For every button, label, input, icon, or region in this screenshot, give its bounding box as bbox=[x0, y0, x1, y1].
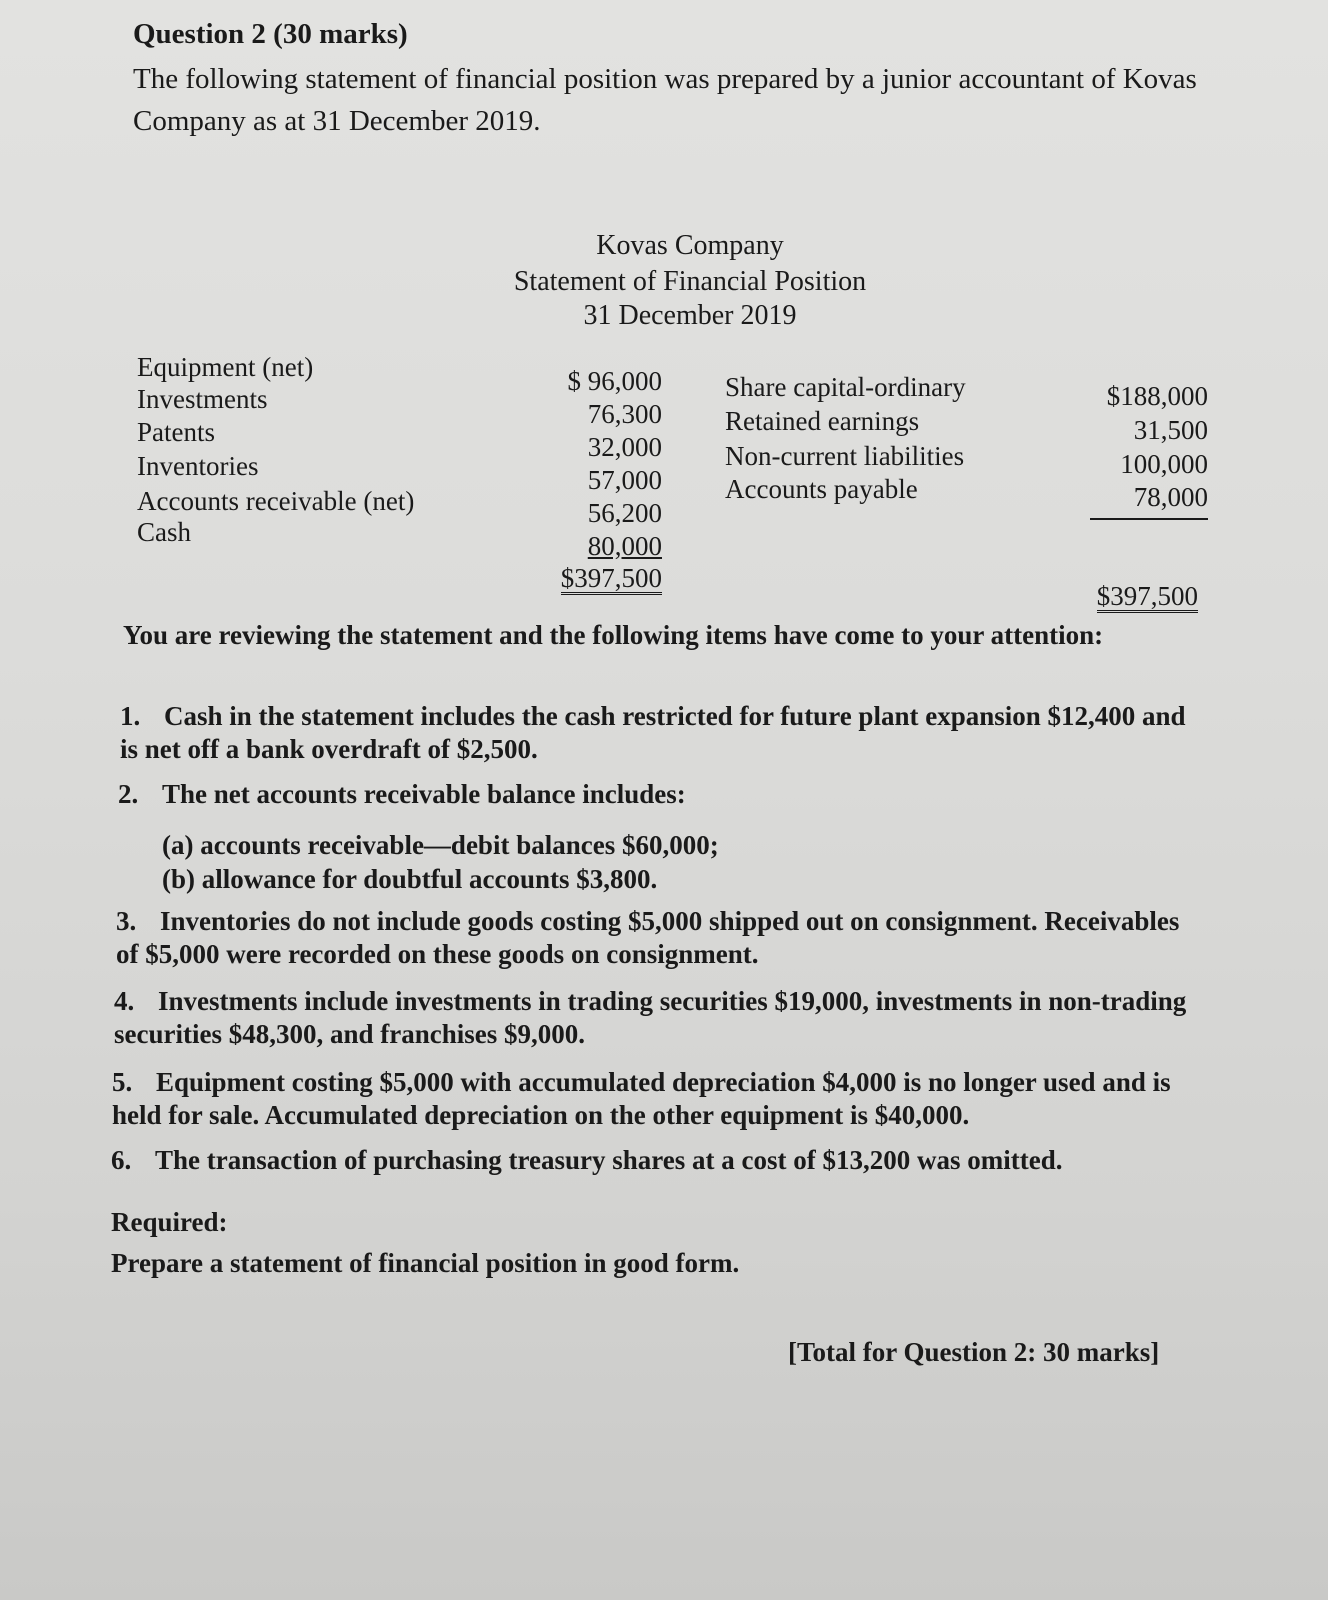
asset-label: Investments bbox=[137, 384, 268, 414]
item-number: 6. bbox=[111, 1145, 132, 1175]
item-text: Inventories do not include goods costing $5,000 shipped out on consignment. Receivables of $5,000 were recorded on these goods on consignment. bbox=[116, 906, 1180, 969]
liabilities-total: $397,500 bbox=[1096, 581, 1198, 611]
asset-amount: 56,200 bbox=[587, 498, 662, 528]
item-text: Equipment costing $5,000 with accumulated depreciation $4,000 is no longer used and is held for sale. Accumulated depreciation on the other equipment is $40,000. bbox=[112, 1067, 1171, 1130]
item-text: The transaction of purchasing treasury shares at a cost of $13,200 was omitted. bbox=[155, 1145, 1063, 1175]
liability-label: Non-current liabilities bbox=[725, 441, 965, 471]
statement-company: Kovas Company bbox=[596, 230, 784, 261]
assets-total: $397,500 bbox=[560, 563, 662, 593]
liability-amount: 31,500 bbox=[1133, 415, 1208, 445]
asset-label: Accounts receivable (net) bbox=[137, 486, 415, 516]
list-item bbox=[112, 1066, 1202, 1132]
liability-label: Share capital-ordinary bbox=[725, 372, 966, 402]
liabilities-total-wrap bbox=[1068, 581, 1198, 613]
required-text: Prepare a statement of financial position in good form. bbox=[111, 1248, 740, 1278]
item-number: 3. bbox=[116, 906, 137, 936]
asset-label: Patents bbox=[137, 417, 215, 447]
asset-label: Inventories bbox=[137, 451, 259, 481]
liability-label: Accounts payable bbox=[725, 474, 918, 504]
list-item bbox=[118, 778, 1208, 811]
asset-amount: 32,000 bbox=[587, 432, 662, 462]
item-text: The net accounts receivable balance includes: bbox=[162, 779, 686, 809]
total-marks: [Total for Question 2: 30 marks] bbox=[788, 1337, 1160, 1367]
asset-label: Cash bbox=[137, 517, 191, 547]
list-item bbox=[114, 985, 1204, 1051]
list-item bbox=[116, 905, 1206, 971]
item-number: 4. bbox=[114, 986, 135, 1016]
review-intro: You are reviewing the statement and the following items have come to your attention: bbox=[123, 620, 1104, 650]
item-text: Investments include investments in trading securities $19,000, investments in non-trading securities $48,300, and franchises $9,000. bbox=[114, 986, 1187, 1049]
list-item bbox=[111, 1144, 1201, 1177]
statement-date: 31 December 2019 bbox=[583, 300, 797, 331]
item-number: 5. bbox=[112, 1067, 133, 1097]
list-item bbox=[120, 700, 1210, 766]
assets-total-wrap bbox=[532, 563, 662, 595]
item2-sub-a: (a) accounts receivable—debit balances $60,000; bbox=[162, 830, 719, 860]
liability-amount: 100,000 bbox=[1120, 449, 1208, 479]
asset-label: Equipment (net) bbox=[137, 352, 314, 382]
asset-amount: 57,000 bbox=[587, 465, 662, 495]
statement-title: Statement of Financial Position bbox=[513, 266, 867, 297]
liability-label: Retained earnings bbox=[725, 406, 920, 436]
asset-amount: 76,300 bbox=[587, 399, 662, 429]
item2-sub-b: (b) allowance for doubtful accounts $3,800. bbox=[162, 864, 658, 894]
liability-amount: $188,000 bbox=[1106, 381, 1208, 411]
item-number: 2. bbox=[118, 779, 139, 809]
asset-amount: 80,000 bbox=[587, 531, 662, 561]
item-number: 1. bbox=[120, 701, 141, 731]
item-text: Cash in the statement includes the cash restricted for future plant expansion $12,400 and is net off a bank overdraft of $2,500. bbox=[120, 701, 1186, 764]
question-intro: The following statement of financial position was prepared by a junior accountant of Kovas Company as at 31 December 2019. bbox=[133, 63, 1197, 137]
question-heading: Question 2 (30 marks) bbox=[133, 18, 408, 50]
liability-amount: 78,000 bbox=[1133, 482, 1208, 512]
asset-amount: $ 96,000 bbox=[567, 366, 662, 396]
subtotal-rule bbox=[1090, 518, 1208, 520]
required-heading: Required: bbox=[111, 1207, 228, 1237]
